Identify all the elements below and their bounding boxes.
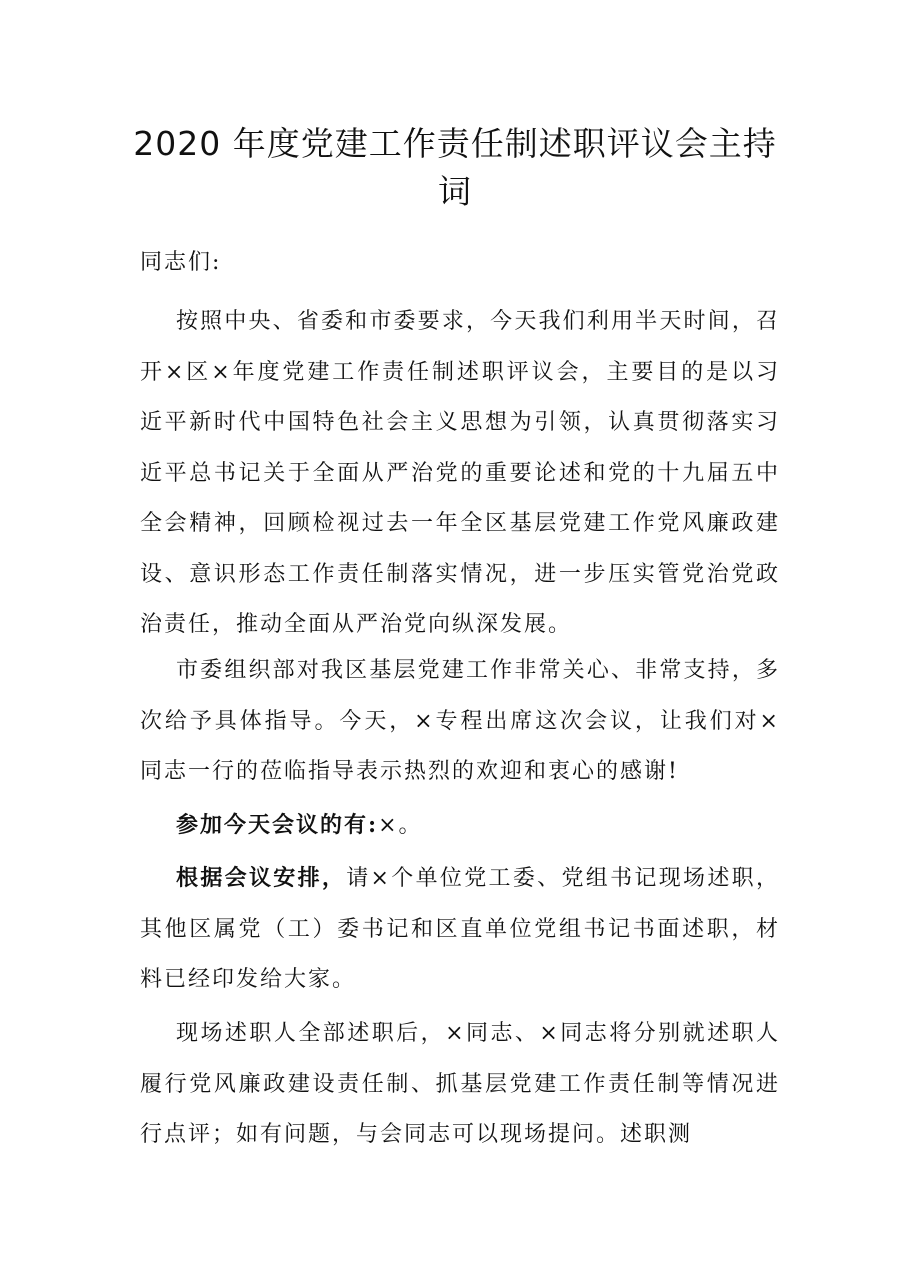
document-title: 2020 年度党建工作责任制述职评议会主持词 xyxy=(133,124,777,211)
paragraph-1: 按照中央、省委和市委要求，今天我们利用半天时间，召开×区×年度党建工作责任制述职评议会，主要目的是以习近平新时代中国特色社会主义思想为引领，认真贯彻落实习近平总书记关于全面从严治党的重要论述和党的十九届五中全会精神，回顾检视过去一年全区基层党建工作党风廉政建设、意识形态工作责任制落实情况，进一步压实管党治党政治责任，推动全面从严治党向纵深发展。 xyxy=(140,309,780,637)
paragraph-5: 现场述职人全部述职后，×同志、×同志将分别就述职人履行党风廉政建设责任制、抓基层党建工作责任制等情况进行点评；如有问题，与会同志可以现场提问。述职测 xyxy=(140,1021,780,1147)
paragraph-4 xyxy=(140,853,780,1006)
attendees-heading: 参加今天会议的有: xyxy=(176,812,379,838)
agenda-text: 请×个单位党工委、党组书记现场述职，其他区属党（工）委书记和区直单位党组书记书面述职，材料已经印发给大家。 xyxy=(140,866,780,992)
paragraph-2: 市委组织部对我区基层党建工作非常关心、非常支持，多次给予具体指导。今天，×专程出席这次会议，让我们对×同志一行的莅临指导表示热烈的欢迎和衷心的感谢! xyxy=(140,658,780,784)
salutation: 同志们: xyxy=(140,250,222,275)
paragraph-3 xyxy=(140,800,780,852)
attendees-text: ×。 xyxy=(378,813,423,838)
agenda-heading: 根据会议安排， xyxy=(176,865,347,891)
